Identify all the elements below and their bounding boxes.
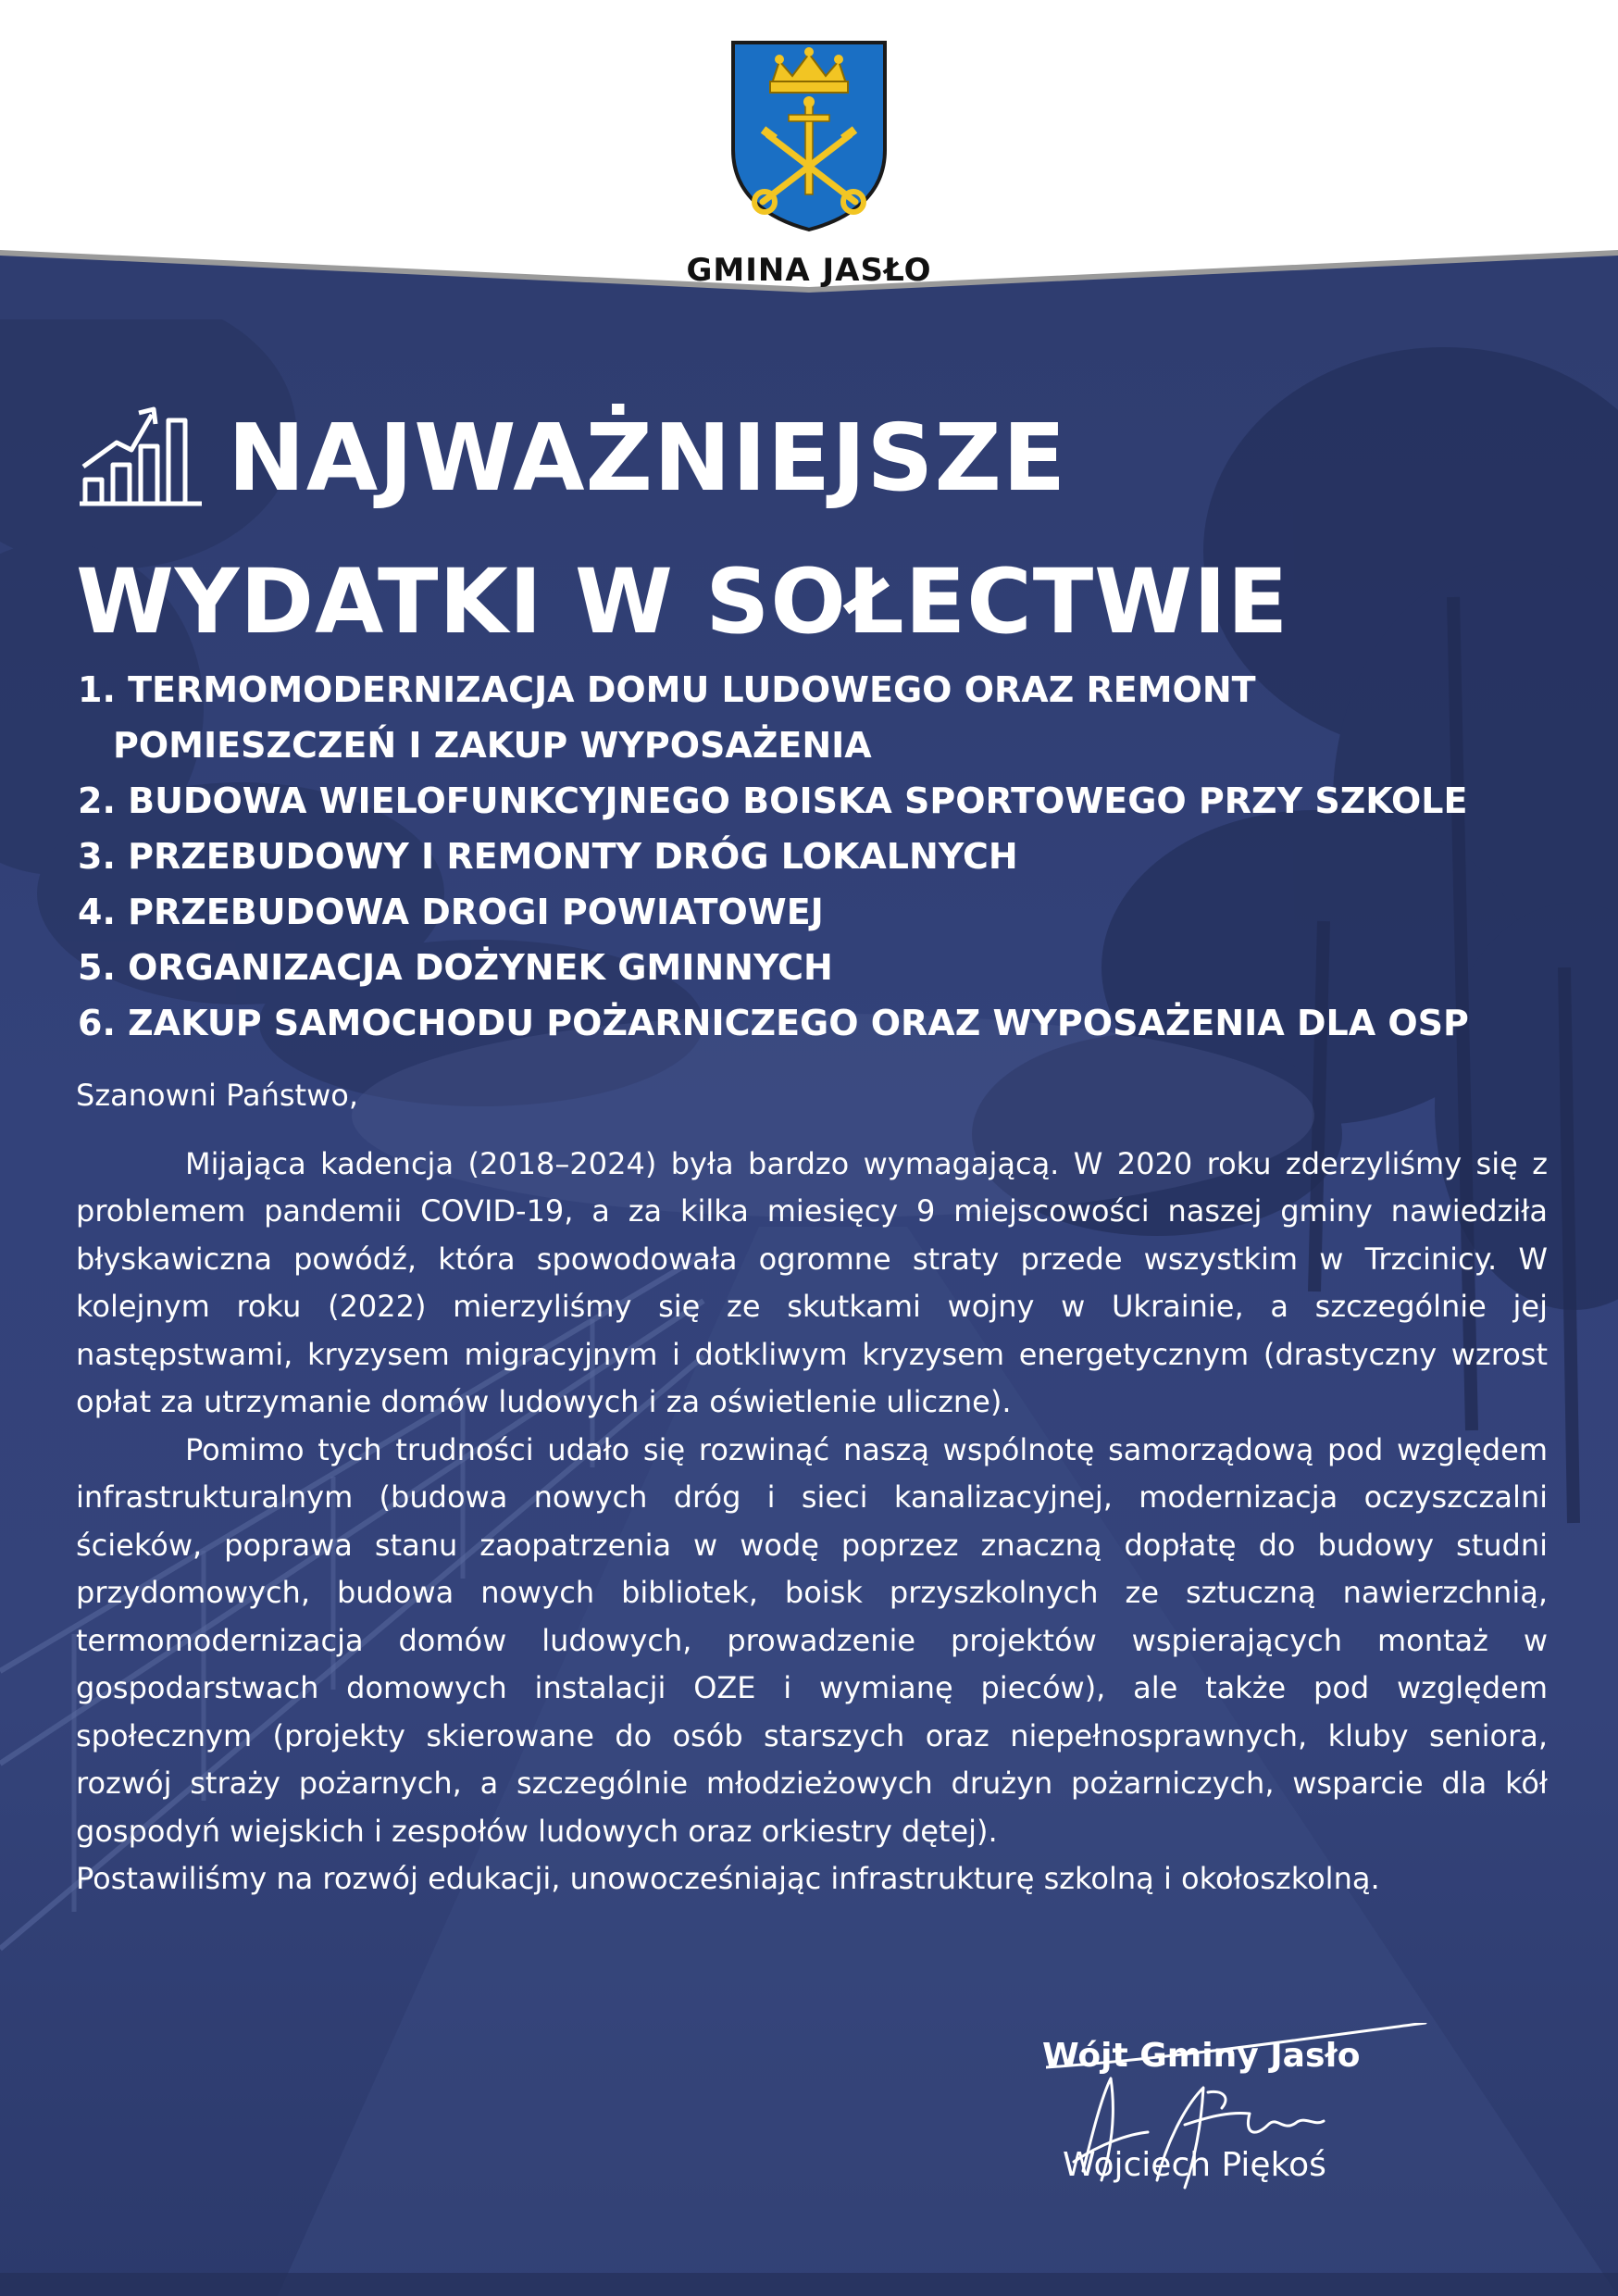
priority-item xyxy=(78,940,1577,995)
headline-line-2: WYDATKI W SOŁECTWIE xyxy=(76,550,1289,654)
signature-role: Wójt Gminy Jasło xyxy=(1042,2037,1361,2075)
signature-name: Wojciech Piękoś xyxy=(1063,2146,1326,2184)
letter-body xyxy=(76,1072,1548,1903)
letter-paragraph: Pomimo tych trudności udało się rozwinąć naszą wspólnotę samorządową pod względem infrastrukturalnym (budowa nowych dróg i sieci kanalizacyjnej, modernizacja oczyszczalni ścieków, poprawa stanu zaopatrzenia w wodę poprzez znaczną dopłatę do budowy studni przydomowych, budowa nowych bibliotek, boisk przyszkolnych ze sztuczną nawierzchnią, termomodernizacja domów ludowych, prowadzenie projektów wspierających montaż w gospodarstwach domowych instalacji OZE i wymianę pieców), ale także pod względem społecznym (projekty skierowane do osób starszych oraz niepełnosprawnych, kluby seniora, rozwój straży pożarnych, a szczególnie młodzieżowych drużyn pożarniczych, wsparcie dla kół gospodyń wiejskich i zespołów ludowych oraz orkiestry dętej). xyxy=(76,1431,1548,1849)
priority-item xyxy=(78,995,1577,1051)
priority-list xyxy=(78,662,1577,1051)
priority-item xyxy=(78,829,1577,884)
growth-bar-chart-icon xyxy=(80,400,202,507)
priority-text: 2. BUDOWA WIELOFUNKCYJNEGO BOISKA SPORTOWEGO PRZY SZKOLE xyxy=(78,780,1468,821)
headline-line-1: NAJWAŻNIEJSZE xyxy=(228,404,1067,512)
priority-text: 5. ORGANIZACJA DOŻYNEK GMINNYCH xyxy=(78,947,833,988)
letter-paragraph: Mijająca kadencja (2018–2024) była bardzo wymagającą. W 2020 roku zderzyliśmy się z problemem pandemii COVID-19, a za kilka miesięcy 9 miejscowości naszej gminy nawiedziła błyskawiczna powódź, która spowodowała ogromne straty przede wszystkim w Trzcinicy. W kolejnym roku (2022) mierzyliśmy się ze skutkami wojny w Ukrainie, a szczególnie jej następstwami, kryzysem migracyjnym i dotkliwym kryzysem energetycznym (drastyczny wzrost opłat za utrzymanie domów ludowych i za oświetlenie uliczne). xyxy=(76,1145,1548,1419)
letter-salutation: Szanowni Państwo, xyxy=(76,1078,358,1113)
priority-text: 6. ZAKUP SAMOCHODU POŻARNICZEGO ORAZ WYPOSAŻENIA DLA OSP xyxy=(78,1003,1469,1043)
municipality-name: GMINA JASŁO xyxy=(686,252,932,289)
priority-text: 3. PRZEBUDOWY I REMONTY DRÓG LOKALNYCH xyxy=(78,836,1018,877)
priority-item xyxy=(78,773,1577,829)
priority-text: 1. TERMOMODERNIZACJA DOMU LUDOWEGO ORAZ REMONT xyxy=(78,669,1256,710)
priority-item xyxy=(78,884,1577,940)
letter-paragraph: Postawiliśmy na rozwój edukacji, unowocześniając infrastrukturę szkolną i okołoszkolną. xyxy=(76,1861,1380,1896)
priority-text-continued: POMIESZCZEŃ I ZAKUP WYPOSAŻENIA xyxy=(113,725,872,766)
priority-item xyxy=(78,662,1577,773)
priority-text: 4. PRZEBUDOWA DROGI POWIATOWEJ xyxy=(78,892,824,932)
